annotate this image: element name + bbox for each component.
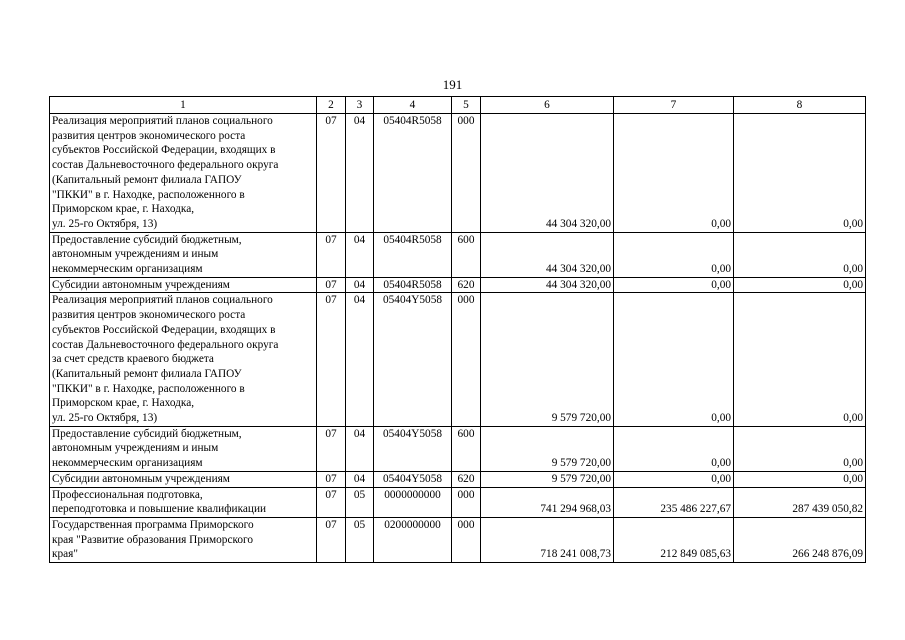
row-name-cell	[50, 426, 317, 471]
column-header: 2	[317, 97, 346, 114]
row-name-line: Предоставление субсидий бюджетным,	[52, 233, 242, 246]
column-header: 6	[481, 97, 614, 114]
table-row	[50, 426, 866, 471]
subsection-code-cell: 05	[346, 517, 374, 562]
table-row	[50, 471, 866, 487]
row-name-line: Государственная программа Приморского	[52, 518, 254, 531]
table-row	[50, 277, 866, 293]
expense-type-cell: 000	[452, 487, 481, 517]
row-name-cell	[50, 517, 317, 562]
amount-col8-cell: 0,00	[734, 293, 866, 426]
section-code-cell: 07	[317, 277, 346, 293]
target-article-cell: 05404R5058	[374, 114, 452, 233]
column-header: 3	[346, 97, 374, 114]
amount-col6-cell: 44 304 320,00	[481, 232, 614, 277]
amount-col6-cell: 9 579 720,00	[481, 293, 614, 426]
amount-col7-cell: 235 486 227,67	[614, 487, 734, 517]
row-name-cell	[50, 487, 317, 517]
row-name-line: края "Развитие образования Приморского	[52, 533, 254, 546]
row-name-cell	[50, 471, 317, 487]
subsection-code-cell: 04	[346, 293, 374, 426]
row-name-line: субъектов Российской Федерации, входящих в	[52, 144, 276, 157]
row-name-line: некоммерческим организациям	[52, 263, 203, 276]
section-code-cell: 07	[317, 487, 346, 517]
amount-col7-cell: 0,00	[614, 293, 734, 426]
target-article-cell: 05404R5058	[374, 232, 452, 277]
row-name-line: Предоставление субсидий бюджетным,	[52, 427, 242, 440]
subsection-code-cell: 04	[346, 277, 374, 293]
column-header: 4	[374, 97, 452, 114]
row-name-line: состав Дальневосточного федерального округа	[52, 159, 279, 172]
row-name-line: края"	[52, 548, 78, 561]
row-name-line: "ПККИ" в г. Находке, расположенного в	[52, 188, 245, 201]
section-code-cell: 07	[317, 293, 346, 426]
row-name-line: (Капитальный ремонт филиала ГАПОУ	[52, 367, 242, 380]
subsection-code-cell: 04	[346, 471, 374, 487]
amount-col6-cell: 44 304 320,00	[481, 114, 614, 233]
expense-type-cell: 620	[452, 471, 481, 487]
table-row	[50, 487, 866, 517]
expense-type-cell: 000	[452, 293, 481, 426]
amount-col7-cell: 0,00	[614, 232, 734, 277]
amount-col7-cell: 212 849 085,63	[614, 517, 734, 562]
amount-col8-cell: 0,00	[734, 471, 866, 487]
amount-col8-cell: 0,00	[734, 114, 866, 233]
column-header: 7	[614, 97, 734, 114]
amount-col6-cell: 9 579 720,00	[481, 471, 614, 487]
target-article-cell: 05404R5058	[374, 277, 452, 293]
row-name-line: субъектов Российской Федерации, входящих в	[52, 323, 276, 336]
amount-col7-cell: 0,00	[614, 471, 734, 487]
amount-col8-cell: 287 439 050,82	[734, 487, 866, 517]
row-name-line: ул. 25-го Октября, 13)	[52, 217, 158, 230]
subsection-code-cell: 04	[346, 426, 374, 471]
budget-table	[49, 96, 866, 563]
row-name-line: (Капитальный ремонт филиала ГАПОУ	[52, 173, 242, 186]
target-article-cell: 05404Y5058	[374, 426, 452, 471]
target-article-cell: 0000000000	[374, 487, 452, 517]
amount-col7-cell: 0,00	[614, 426, 734, 471]
row-name-line: за счет средств краевого бюджета	[52, 353, 214, 366]
subsection-code-cell: 04	[346, 232, 374, 277]
row-name-line: Субсидии автономным учреждениям	[52, 278, 230, 291]
amount-col6-cell: 9 579 720,00	[481, 426, 614, 471]
row-name-line: Профессиональная подготовка,	[52, 488, 203, 501]
subsection-code-cell: 04	[346, 114, 374, 233]
amount-col8-cell: 0,00	[734, 277, 866, 293]
row-name-line: Приморском крае, г. Находка,	[52, 203, 195, 216]
row-name-line: Реализация мероприятий планов социального	[52, 115, 273, 127]
section-code-cell: 07	[317, 232, 346, 277]
row-name-cell	[50, 232, 317, 277]
column-header: 5	[452, 97, 481, 114]
amount-col8-cell: 266 248 876,09	[734, 517, 866, 562]
expense-type-cell: 620	[452, 277, 481, 293]
section-code-cell: 07	[317, 471, 346, 487]
section-code-cell: 07	[317, 517, 346, 562]
row-name-line: автономным учреждениям и иным	[52, 248, 219, 261]
row-name-line: автономным учреждениям и иным	[52, 442, 219, 455]
target-article-cell: 0200000000	[374, 517, 452, 562]
row-name-line: ул. 25-го Октября, 13)	[52, 412, 158, 425]
row-name-line: Реализация мероприятий планов социального	[52, 294, 273, 307]
expense-type-cell: 000	[452, 114, 481, 233]
target-article-cell: 05404Y5058	[374, 471, 452, 487]
table-row	[50, 114, 866, 233]
row-name-cell	[50, 114, 317, 233]
amount-col7-cell: 0,00	[614, 277, 734, 293]
section-code-cell: 07	[317, 426, 346, 471]
table-header-row	[50, 97, 866, 114]
row-name-cell	[50, 293, 317, 426]
expense-type-cell: 600	[452, 232, 481, 277]
expense-type-cell: 600	[452, 426, 481, 471]
row-name-line: состав Дальневосточного федерального округа	[52, 338, 279, 351]
row-name-line: Субсидии автономным учреждениям	[52, 472, 230, 485]
page-number: 191	[442, 77, 463, 92]
row-name-line: развития центров экономического роста	[52, 309, 246, 322]
subsection-code-cell: 05	[346, 487, 374, 517]
amount-col6-cell: 741 294 968,03	[481, 487, 614, 517]
row-name-line: переподготовка и повышение квалификации	[52, 503, 267, 516]
amount-col7-cell: 0,00	[614, 114, 734, 233]
row-name-line: Приморском крае, г. Находка,	[52, 397, 195, 410]
amount-col6-cell: 718 241 008,73	[481, 517, 614, 562]
amount-col8-cell: 0,00	[734, 426, 866, 471]
row-name-line: некоммерческим организациям	[52, 457, 203, 470]
expense-type-cell: 000	[452, 517, 481, 562]
amount-col6-cell: 44 304 320,00	[481, 277, 614, 293]
table-row	[50, 232, 866, 277]
table-row	[50, 293, 866, 426]
target-article-cell: 05404Y5058	[374, 293, 452, 426]
section-code-cell: 07	[317, 114, 346, 233]
row-name-cell	[50, 277, 317, 293]
amount-col8-cell: 0,00	[734, 232, 866, 277]
column-header: 8	[734, 97, 866, 114]
row-name-line: "ПККИ" в г. Находке, расположенного в	[52, 382, 245, 395]
table-row	[50, 517, 866, 562]
row-name-line: развития центров экономического роста	[52, 129, 246, 142]
column-header: 1	[50, 97, 317, 114]
